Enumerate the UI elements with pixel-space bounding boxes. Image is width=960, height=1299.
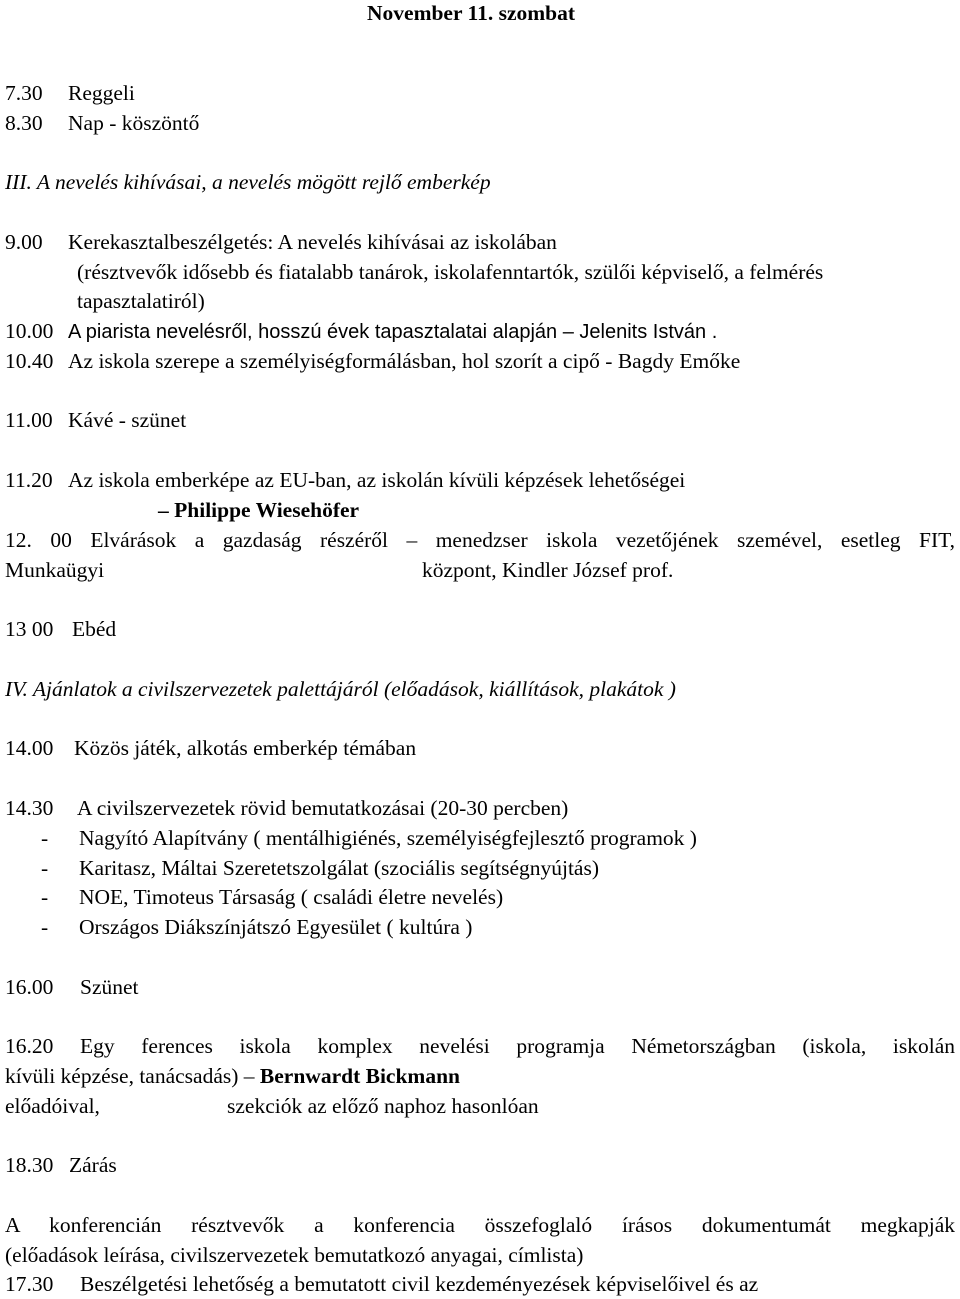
franciscan-line3-left: előadóival, [5, 1094, 100, 1118]
schedule-item-eu [5, 467, 685, 493]
schedule-item-civil [5, 795, 568, 821]
schedule-item-welcome [5, 110, 199, 136]
list-item [41, 884, 503, 910]
activity: Beszélgetési lehetőség a bemutatott civil kezdeményezések képviselőivel és az [80, 1272, 759, 1296]
time: 9.00 [5, 230, 43, 254]
activity: A civilszervezetek rövid bemutatkozásai (20-30 percben) [77, 796, 569, 820]
note-line: A konferencián résztvevők a konferencia összefoglaló írásos dokumentumát megkapják [5, 1213, 955, 1237]
bullet: - [41, 915, 49, 939]
section-number: IV. [5, 677, 28, 701]
time: 12. 00 [5, 528, 72, 552]
speaker-name: Bernwardt Bickmann [259, 1064, 461, 1088]
time: 16.00 [5, 975, 54, 999]
schedule-item-franciscan [5, 1033, 955, 1059]
schedule-item-closing [5, 1152, 117, 1178]
section-title: Ajánlatok a civilszervezetek palettájáról (előadások, kiállítások, plakátok ) [32, 677, 676, 701]
expectations-continued-left: Munkaügyi [5, 558, 105, 582]
schedule-item-conversation [5, 1271, 758, 1297]
list-item [41, 914, 472, 940]
activity: Kávé - szünet [68, 408, 187, 432]
schedule-item-breakfast [5, 80, 135, 106]
activity: Egy ferences iskola komplex nevelési programja Németországban (iskola, iskolán [80, 1034, 956, 1058]
bullet: - [41, 885, 49, 909]
schedule-item-piarist [5, 318, 717, 345]
time: 14.00 [5, 736, 54, 760]
schedule-item-coffee [5, 407, 186, 433]
activity: Szünet [80, 975, 139, 999]
roundtable-detail-line: tapasztalatiról) [77, 289, 205, 313]
schedule-item-role [5, 348, 740, 374]
activity: Az iskola emberképe az EU-ban, az iskolán kívüli képzések lehetőségei [68, 468, 686, 492]
schedule-item-lunch [5, 616, 116, 642]
franciscan-continued [5, 1063, 460, 1089]
time: 10.00 [5, 319, 54, 343]
activity: Zárás [69, 1153, 117, 1177]
expectations-continued-right: központ, Kindler József prof. [422, 558, 674, 582]
schedule-item-game [5, 735, 416, 761]
speaker-name: – Philippe Wiesehöfer [158, 498, 360, 522]
time: 17.30 [5, 1272, 54, 1296]
section-heading-iii: III. A nevelés kihívásai, a nevelés mögött rejlő emberkép [5, 170, 491, 194]
activity: A piarista nevelésről, hosszú évek tapasztalatai alapján – Jelenits István . [68, 321, 718, 343]
bullet: - [41, 826, 49, 850]
roundtable-detail-line: (résztvevők idősebb és fiatalabb tanárok, iskolafenntartók, szülői képviselő, a felmérés [77, 260, 824, 284]
schedule-item-break [5, 974, 139, 1000]
activity: Az iskola szerepe a személyiségformálásban, hol szorít a cipő - Bagdy Emőke [68, 349, 741, 373]
activity: Nap - köszöntő [68, 111, 200, 135]
schedule-item-expectations [5, 527, 955, 553]
list-item [41, 825, 697, 851]
time: 14.30 [5, 796, 54, 820]
time: 16.20 [5, 1034, 54, 1058]
franciscan-line3-right: szekciók az előző naphoz hasonlóan [227, 1094, 539, 1118]
time: 11.20 [5, 468, 53, 492]
list-item-text: Országos Diákszínjátszó Egyesület ( kultúra ) [79, 915, 473, 939]
activity: Kerekasztalbeszélgetés: A nevelés kihívásai az iskolában [68, 230, 557, 254]
time: 10.40 [5, 349, 54, 373]
activity: Elvárások a gazdaság részéről – menedzser iskola vezetőjének szemével, esetleg FIT, [90, 528, 956, 552]
time: 11.00 [5, 408, 53, 432]
activity: Közös játék, alkotás emberkép témában [74, 736, 417, 760]
list-item [41, 855, 599, 881]
time: 7.30 [5, 81, 43, 105]
activity: Reggeli [68, 81, 135, 105]
schedule-item-roundtable [5, 229, 557, 255]
time: 13 00 [5, 617, 54, 641]
page-title: November 11. szombat [367, 1, 576, 25]
activity: Ebéd [72, 617, 117, 641]
section-heading-iv [5, 676, 676, 702]
activity-continued: kívüli képzése, tanácsadás) – [5, 1064, 255, 1088]
list-item-text: NOE, Timoteus Társaság ( családi életre nevelés) [79, 885, 504, 909]
bullet: - [41, 856, 49, 880]
list-item-text: Nagyító Alapítvány ( mentálhigiénés, személyiségfejlesztő programok ) [79, 826, 697, 850]
list-item-text: Karitasz, Máltai Szeretetszolgálat (szociális segítségnyújtás) [79, 856, 599, 880]
note-line: (előadások leírása, civilszervezetek bemutatkozó anyagai, címlista) [5, 1243, 584, 1267]
time: 8.30 [5, 111, 43, 135]
time: 18.30 [5, 1153, 54, 1177]
